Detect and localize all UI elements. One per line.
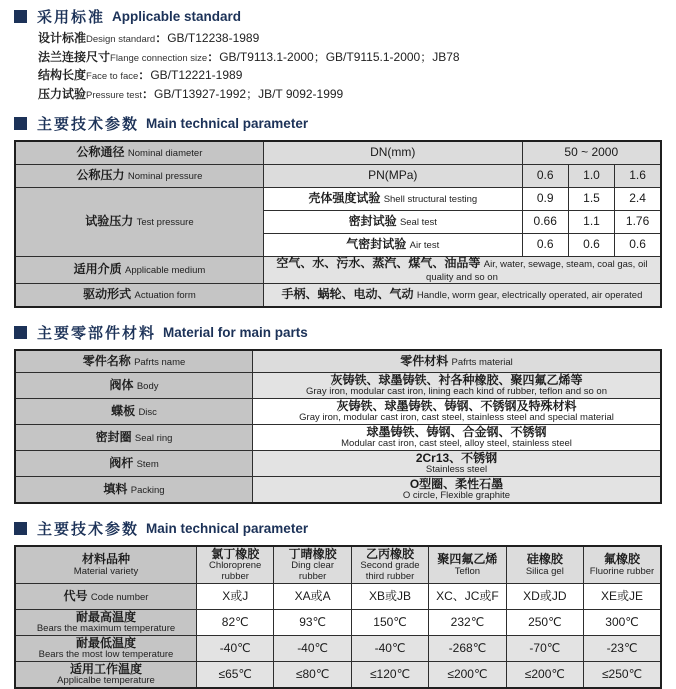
value-en: Handle, worm gear, electrically operated, air operated xyxy=(416,290,643,302)
label-en: Nominal pressure xyxy=(127,170,203,182)
cell-nominal-diameter-label xyxy=(15,141,263,164)
value-text: 1.5 xyxy=(583,190,600,205)
section-title-zh: 采用标准 xyxy=(37,9,106,26)
section-bullet-icon xyxy=(14,117,27,130)
label-en: Bears the most low temperature xyxy=(38,649,174,661)
value-text: 82℃ xyxy=(221,615,249,630)
cell-code-value xyxy=(506,584,583,610)
part-en: Seal ring xyxy=(134,433,173,445)
value-text: XE或JE xyxy=(601,589,644,604)
value-text: ≤80℃ xyxy=(295,667,330,682)
cell-shell-test-name xyxy=(263,187,522,210)
cell-dn-param xyxy=(263,141,522,164)
standard-value: GB/T12238-1989 xyxy=(167,31,260,45)
value-text: 50 ~ 2000 xyxy=(564,145,619,160)
subtest-zh: 气密封试验 xyxy=(346,236,407,251)
label-en: Bears the maximum temperature xyxy=(36,623,176,635)
cell-packing-label xyxy=(15,477,253,503)
part-en: Body xyxy=(136,381,159,393)
param-text: PN(MPa) xyxy=(368,167,418,182)
standards-list xyxy=(38,30,676,104)
cell-seal-test-value xyxy=(568,210,614,233)
row-code-number xyxy=(15,584,661,610)
col-zh: 氯丁橡胶 xyxy=(211,547,260,562)
cell-max-temp-value xyxy=(351,610,428,636)
value-text: XA或A xyxy=(294,589,331,604)
section-bullet-icon xyxy=(14,326,27,339)
section-heading-main-technical-parameter-2 xyxy=(14,518,676,539)
col-en: Teflon xyxy=(454,565,481,577)
subtest-en: Shell structural testing xyxy=(383,193,478,205)
cell-medium-value xyxy=(263,256,661,284)
cell-code-value xyxy=(274,584,351,610)
col-zh: 丁晴橡胶 xyxy=(288,547,337,562)
cell-max-temp-value xyxy=(506,610,583,636)
value-text: XD或JD xyxy=(523,589,567,604)
cell-working-temp-label xyxy=(15,662,197,688)
value-text: ≤65℃ xyxy=(218,667,252,682)
cell-air-test-name xyxy=(263,233,522,256)
cell-stem-label xyxy=(15,451,253,477)
value-text: XC、JC或F xyxy=(436,589,499,604)
cell-working-temp-value xyxy=(506,662,583,688)
row-shell-test xyxy=(15,187,661,210)
material-zh: 灰铸铁、球墨铸铁、衬各种橡胶、聚四氟乙烯等 xyxy=(330,373,583,388)
standard-line-design xyxy=(38,30,676,49)
section-bullet-icon xyxy=(14,10,27,23)
cell-seal-ring-label xyxy=(15,425,253,451)
col-en: Chloroprene rubber xyxy=(209,560,262,582)
section-bullet-icon xyxy=(14,522,27,535)
label-en: Applicalbe temperature xyxy=(57,675,155,686)
standard-line-face-to-face xyxy=(38,67,676,86)
value-text: 2.4 xyxy=(629,190,646,205)
colon: ： xyxy=(141,86,154,101)
col-zh: 硅橡胶 xyxy=(526,552,563,567)
part-zh: 阀体 xyxy=(109,378,134,393)
technical-parameter-table xyxy=(14,140,662,308)
value-text: -70℃ xyxy=(529,641,561,656)
header-zh: 零件名称 xyxy=(82,353,131,368)
cell-col-fluorine xyxy=(584,546,661,584)
standard-line-flange xyxy=(38,49,676,68)
value-text: 0.66 xyxy=(533,213,557,228)
value-text: 1.0 xyxy=(583,167,600,182)
row-seal-ring xyxy=(15,425,661,451)
col-en: Second grade third rubber xyxy=(360,560,420,582)
cell-packing-material xyxy=(253,477,662,503)
label-zh: 驱动形式 xyxy=(83,287,132,302)
cell-max-temp-value xyxy=(429,610,506,636)
material-en: Gray iron, modular cast iron, cast steel, stainless steel and special material xyxy=(299,412,614,424)
cell-seal-test-name xyxy=(263,210,522,233)
cell-min-temp-value xyxy=(197,636,274,662)
value-text: 150℃ xyxy=(373,615,407,630)
label-zh: 耐最高温度 xyxy=(75,610,136,625)
value-text: 300℃ xyxy=(605,615,639,630)
cell-min-temp-value xyxy=(584,636,661,662)
cell-air-test-value xyxy=(522,233,568,256)
standard-value: GB/T9113.1-2000；GB/T9115.1-2000；JB78 xyxy=(219,49,460,64)
section-heading-applicable-standard xyxy=(14,6,676,27)
cell-shell-test-value xyxy=(522,187,568,210)
value-text: -268℃ xyxy=(448,641,487,656)
section-title-en: Material for main parts xyxy=(163,324,308,340)
value-zh: 手柄、蜗轮、电动、气动 xyxy=(281,287,414,302)
cell-test-pressure-label xyxy=(15,187,263,256)
cell-seal-test-value xyxy=(522,210,568,233)
materials-table xyxy=(14,349,662,504)
cell-shell-test-value xyxy=(568,187,614,210)
row-disc xyxy=(15,399,661,425)
colon: ： xyxy=(207,49,220,64)
label-en: Nominal diameter xyxy=(127,148,203,160)
row-packing xyxy=(15,477,661,503)
label-zh: 适用介质 xyxy=(73,262,122,277)
material-zh: 2Cr13、不锈钢 xyxy=(415,451,498,466)
cell-min-temp-value xyxy=(429,636,506,662)
cell-pn-value xyxy=(568,164,614,187)
value-text: ≤200℃ xyxy=(524,667,565,682)
value-text: -40℃ xyxy=(374,641,406,656)
section-title-zh: 主要零部件材料 xyxy=(37,324,157,342)
section-title-en: Applicable standard xyxy=(112,9,242,24)
cell-col-teflon xyxy=(429,546,506,584)
label-en: Applicable medium xyxy=(125,265,206,277)
cell-code-value xyxy=(429,584,506,610)
cell-col-chloroprene xyxy=(197,546,274,584)
col-zh: 乙丙橡胶 xyxy=(366,547,415,562)
standard-label-zh: 结构长度 xyxy=(38,68,87,82)
value-text: -23℃ xyxy=(606,641,638,656)
cell-max-temp-label xyxy=(15,610,197,636)
cell-body-label xyxy=(15,373,253,399)
value-text: ≤250℃ xyxy=(601,667,643,682)
value-text: 0.6 xyxy=(536,236,554,251)
cell-code-value xyxy=(197,584,274,610)
part-zh: 蝶板 xyxy=(111,404,136,419)
subtest-zh: 壳体强度试验 xyxy=(308,190,381,205)
part-en: Disc xyxy=(138,407,157,419)
label-en: Code number xyxy=(90,592,149,604)
cell-body-material xyxy=(253,373,662,399)
value-text: X或J xyxy=(222,589,249,604)
col-en: Silica gel xyxy=(525,565,564,577)
standard-value: GB/T12221-1989 xyxy=(150,68,243,82)
cell-seal-ring-material xyxy=(253,425,662,451)
cell-max-temp-value xyxy=(274,610,351,636)
part-en: Packing xyxy=(130,484,165,496)
value-text: -40℃ xyxy=(219,641,251,656)
label-zh: 适用工作温度 xyxy=(69,661,142,676)
part-zh: 填料 xyxy=(103,481,128,496)
standard-label-en: Face to face xyxy=(86,71,139,82)
material-en: Modular cast iron, cast steel, alloy steel, stainless steel xyxy=(341,438,572,450)
label-zh: 耐最低温度 xyxy=(75,636,136,651)
cell-actuation-value xyxy=(263,284,661,307)
cell-max-temp-value xyxy=(197,610,274,636)
cell-working-temp-value xyxy=(274,662,351,688)
material-en: O circle, Flexible graphite xyxy=(402,490,511,501)
subtest-zh: 密封试验 xyxy=(348,213,397,228)
material-en: Gray iron, modular cast iron, lining each kind of rubber, teflon and so on xyxy=(305,386,607,398)
cell-pn-param xyxy=(263,164,522,187)
standard-label-en: Design standard xyxy=(86,34,156,45)
cell-actuation-label xyxy=(15,284,263,307)
rubber-materials-table xyxy=(14,545,662,689)
part-zh: 阀杆 xyxy=(109,456,134,471)
col-zh: 聚四氟乙烯 xyxy=(437,552,498,567)
cell-code-label xyxy=(15,584,197,610)
value-text: 250℃ xyxy=(528,615,562,630)
value-text: 1.76 xyxy=(625,213,650,228)
cell-code-value xyxy=(584,584,661,610)
cell-parts-material-header xyxy=(253,350,662,373)
row-nominal-diameter xyxy=(15,141,661,164)
part-zh: 密封圈 xyxy=(95,430,132,445)
cell-col-silica xyxy=(506,546,583,584)
cell-min-temp-value xyxy=(351,636,428,662)
standard-label-zh: 设计标准 xyxy=(38,31,87,45)
colon: ： xyxy=(138,68,151,82)
standard-label-zh: 压力试验 xyxy=(38,86,87,101)
standard-line-pressure-test xyxy=(38,86,676,105)
value-text: 1.6 xyxy=(629,167,646,182)
header-zh: 零件材料 xyxy=(400,353,449,368)
row-working-temperature xyxy=(15,662,661,688)
material-en: Stainless steel xyxy=(425,464,488,476)
standard-label-en: Flange connection size xyxy=(110,52,208,64)
materials-header-row xyxy=(15,350,661,373)
value-text: 0.9 xyxy=(536,190,554,205)
value-text: ≤120℃ xyxy=(369,667,411,682)
row-actuation-form xyxy=(15,284,661,307)
cell-min-temp-label xyxy=(15,636,197,662)
value-text: 0.6 xyxy=(536,167,554,182)
value-text: 93℃ xyxy=(299,615,327,630)
header-en: Pafrts name xyxy=(134,356,186,368)
row-max-temperature xyxy=(15,610,661,636)
standard-label-en: Pressure test xyxy=(86,89,142,101)
value-text: 0.6 xyxy=(583,236,600,251)
cell-air-test-value xyxy=(615,233,661,256)
row-min-temperature xyxy=(15,636,661,662)
value-text: ≤200℃ xyxy=(447,667,488,682)
param-text: DN(mm) xyxy=(370,145,416,160)
header-zh: 材料品种 xyxy=(81,552,130,567)
cell-pn-value xyxy=(615,164,661,187)
section-title-zh: 主要技术参数 xyxy=(37,116,140,133)
subtest-en: Seal test xyxy=(399,216,437,228)
row-nominal-pressure xyxy=(15,164,661,187)
value-en: Air, water, sewage, steam, coal gas, oil quality and so on xyxy=(426,258,648,283)
cell-air-test-value xyxy=(568,233,614,256)
label-zh: 公称压力 xyxy=(76,167,125,182)
value-text: XB或JB xyxy=(369,589,412,604)
header-en: Material variety xyxy=(73,565,139,577)
part-en: Stem xyxy=(136,459,159,471)
cell-nominal-pressure-label xyxy=(15,164,263,187)
section-heading-main-technical-parameter-1 xyxy=(14,113,676,134)
col-en: Fluorine rubber xyxy=(589,565,655,577)
section-title-en: Main technical parameter xyxy=(146,520,309,536)
cell-disc-material xyxy=(253,399,662,425)
cell-dn-range xyxy=(522,141,661,164)
label-zh: 公称通径 xyxy=(76,145,125,160)
section-title-zh: 主要技术参数 xyxy=(37,520,140,538)
col-en: Ding clear rubber xyxy=(291,560,334,582)
row-stem xyxy=(15,451,661,477)
cell-col-ding-clear xyxy=(274,546,351,584)
cell-pn-value xyxy=(522,164,568,187)
rubber-header-row xyxy=(15,546,661,584)
material-zh: 球墨铸铁、铸钢、合金钢、不锈钢 xyxy=(366,425,547,440)
material-zh: O型圈、柔性石墨 xyxy=(409,476,504,491)
label-zh: 代号 xyxy=(63,589,88,604)
header-en: Pafrts material xyxy=(451,356,513,368)
standard-value: GB/T13927-1992；JB/T 9092-1999 xyxy=(154,86,344,101)
cell-working-temp-value xyxy=(584,662,661,688)
standard-label-zh: 法兰连接尺寸 xyxy=(38,49,111,64)
material-zh: 灰铸铁、球墨铸铁、铸钢、不锈钢及特殊材料 xyxy=(336,399,577,414)
cell-shell-test-value xyxy=(615,187,661,210)
value-text: 232℃ xyxy=(450,615,485,630)
value-zh: 空气、水、污水、蒸汽、煤气、油品等 xyxy=(276,255,481,270)
cell-working-temp-value xyxy=(197,662,274,688)
section-title-en: Main technical parameter xyxy=(146,116,309,131)
col-zh: 氟橡胶 xyxy=(604,552,641,567)
label-en: Test pressure xyxy=(136,216,194,228)
cell-code-value xyxy=(351,584,428,610)
cell-min-temp-value xyxy=(506,636,583,662)
value-text: -40℃ xyxy=(297,641,329,656)
cell-medium-label xyxy=(15,256,263,284)
cell-material-variety-header xyxy=(15,546,197,584)
cell-working-temp-value xyxy=(351,662,428,688)
cell-working-temp-value xyxy=(429,662,506,688)
cell-seal-test-value xyxy=(615,210,661,233)
cell-disc-label xyxy=(15,399,253,425)
row-applicable-medium xyxy=(15,256,661,284)
row-body xyxy=(15,373,661,399)
cell-col-epdm xyxy=(351,546,428,584)
value-text: 0.6 xyxy=(629,236,646,251)
colon: ： xyxy=(155,31,168,45)
subtest-en: Air test xyxy=(409,239,440,251)
value-text: 1.1 xyxy=(583,213,600,228)
label-zh: 试验压力 xyxy=(85,213,134,228)
cell-stem-material xyxy=(253,451,662,477)
cell-max-temp-value xyxy=(584,610,661,636)
section-heading-material-main-parts xyxy=(14,322,676,343)
cell-min-temp-value xyxy=(274,636,351,662)
cell-parts-name-header xyxy=(15,350,253,373)
label-en: Actuation form xyxy=(134,290,196,302)
